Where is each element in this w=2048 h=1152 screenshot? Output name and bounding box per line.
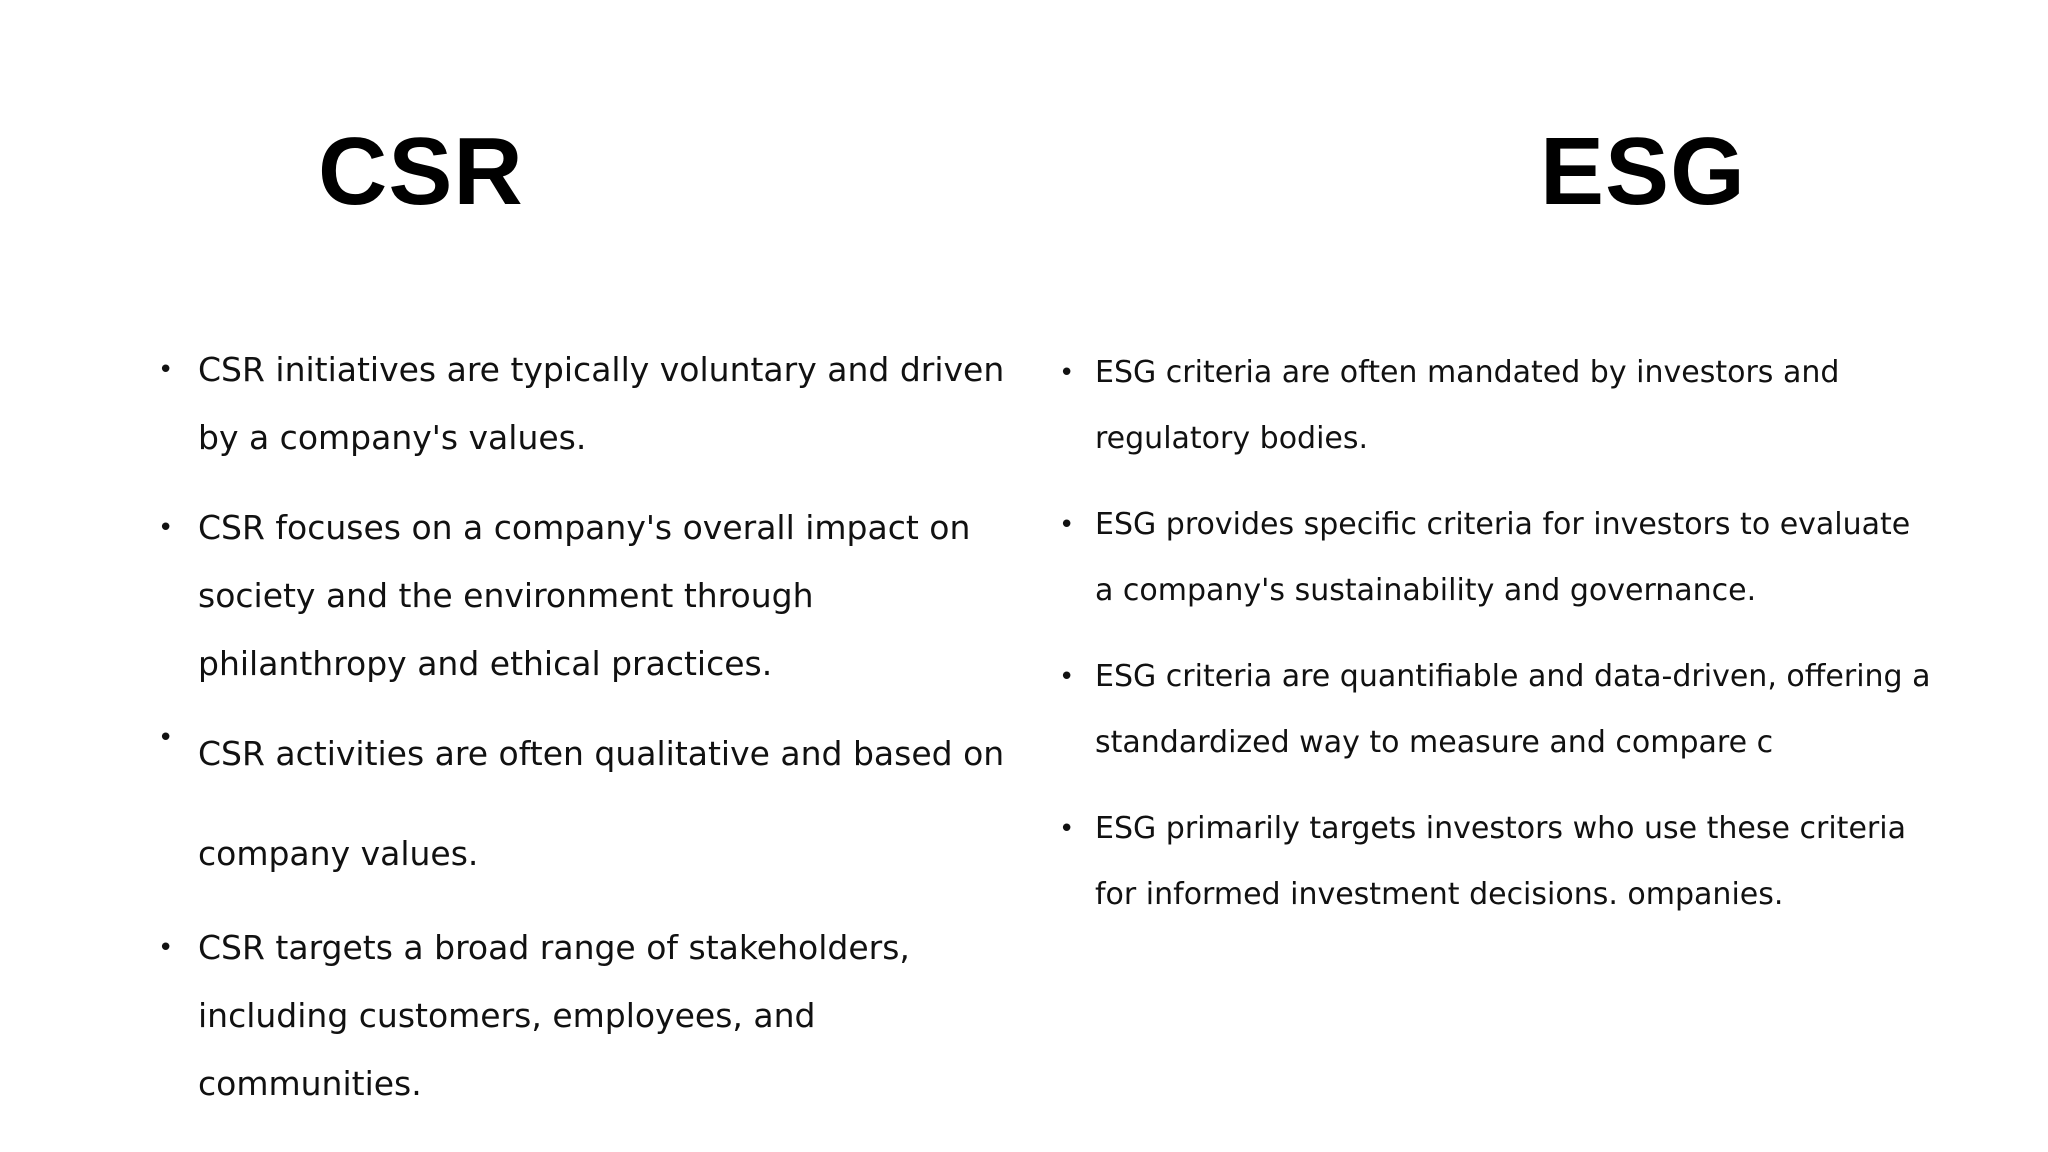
bullet-text: ESG criteria are often mandated by investors and regulatory bodies.	[1095, 355, 1840, 456]
list-item	[154, 914, 1014, 1118]
bullet-icon: •	[1059, 510, 1075, 540]
bullet-text: CSR focuses on a company's overall impact on society and the environment through philanthropy and ethical practices.	[198, 508, 971, 683]
bullet-icon: •	[1059, 814, 1075, 844]
bullet-icon: •	[1059, 358, 1075, 388]
list-item	[154, 704, 1014, 904]
bullet-text: CSR activities are often qualitative and based on company values.	[198, 734, 1005, 873]
list-item	[1055, 644, 1935, 776]
bullet-text: CSR initiatives are typically voluntary and driven by a company's values.	[198, 350, 1005, 457]
csr-heading: CSR	[318, 118, 524, 225]
list-item	[1055, 796, 1935, 928]
bullet-icon: •	[158, 513, 174, 543]
bullet-text: ESG provides specific criteria for investors to evaluate a company's sustainability and governance.	[1095, 507, 1911, 608]
bullet-text: ESG primarily targets investors who use these criteria for informed investment decisions. ompanies.	[1095, 811, 1906, 912]
bullet-icon: •	[1059, 662, 1075, 692]
bullet-icon: •	[158, 723, 174, 753]
csr-bullet-list	[154, 336, 1014, 1140]
bullet-icon: •	[158, 355, 174, 385]
list-item	[154, 494, 1014, 698]
list-item	[1055, 492, 1935, 624]
bullet-text: ESG criteria are quantifiable and data-driven, offering a standardized way to measure and compare c	[1095, 659, 1931, 760]
list-item	[1055, 340, 1935, 472]
bullet-text: CSR targets a broad range of stakeholders, including customers, employees, and communities.	[198, 928, 910, 1103]
bullet-icon: •	[158, 933, 174, 963]
list-item	[154, 336, 1014, 472]
esg-heading: ESG	[1540, 118, 1746, 225]
esg-bullet-list	[1055, 340, 1935, 948]
